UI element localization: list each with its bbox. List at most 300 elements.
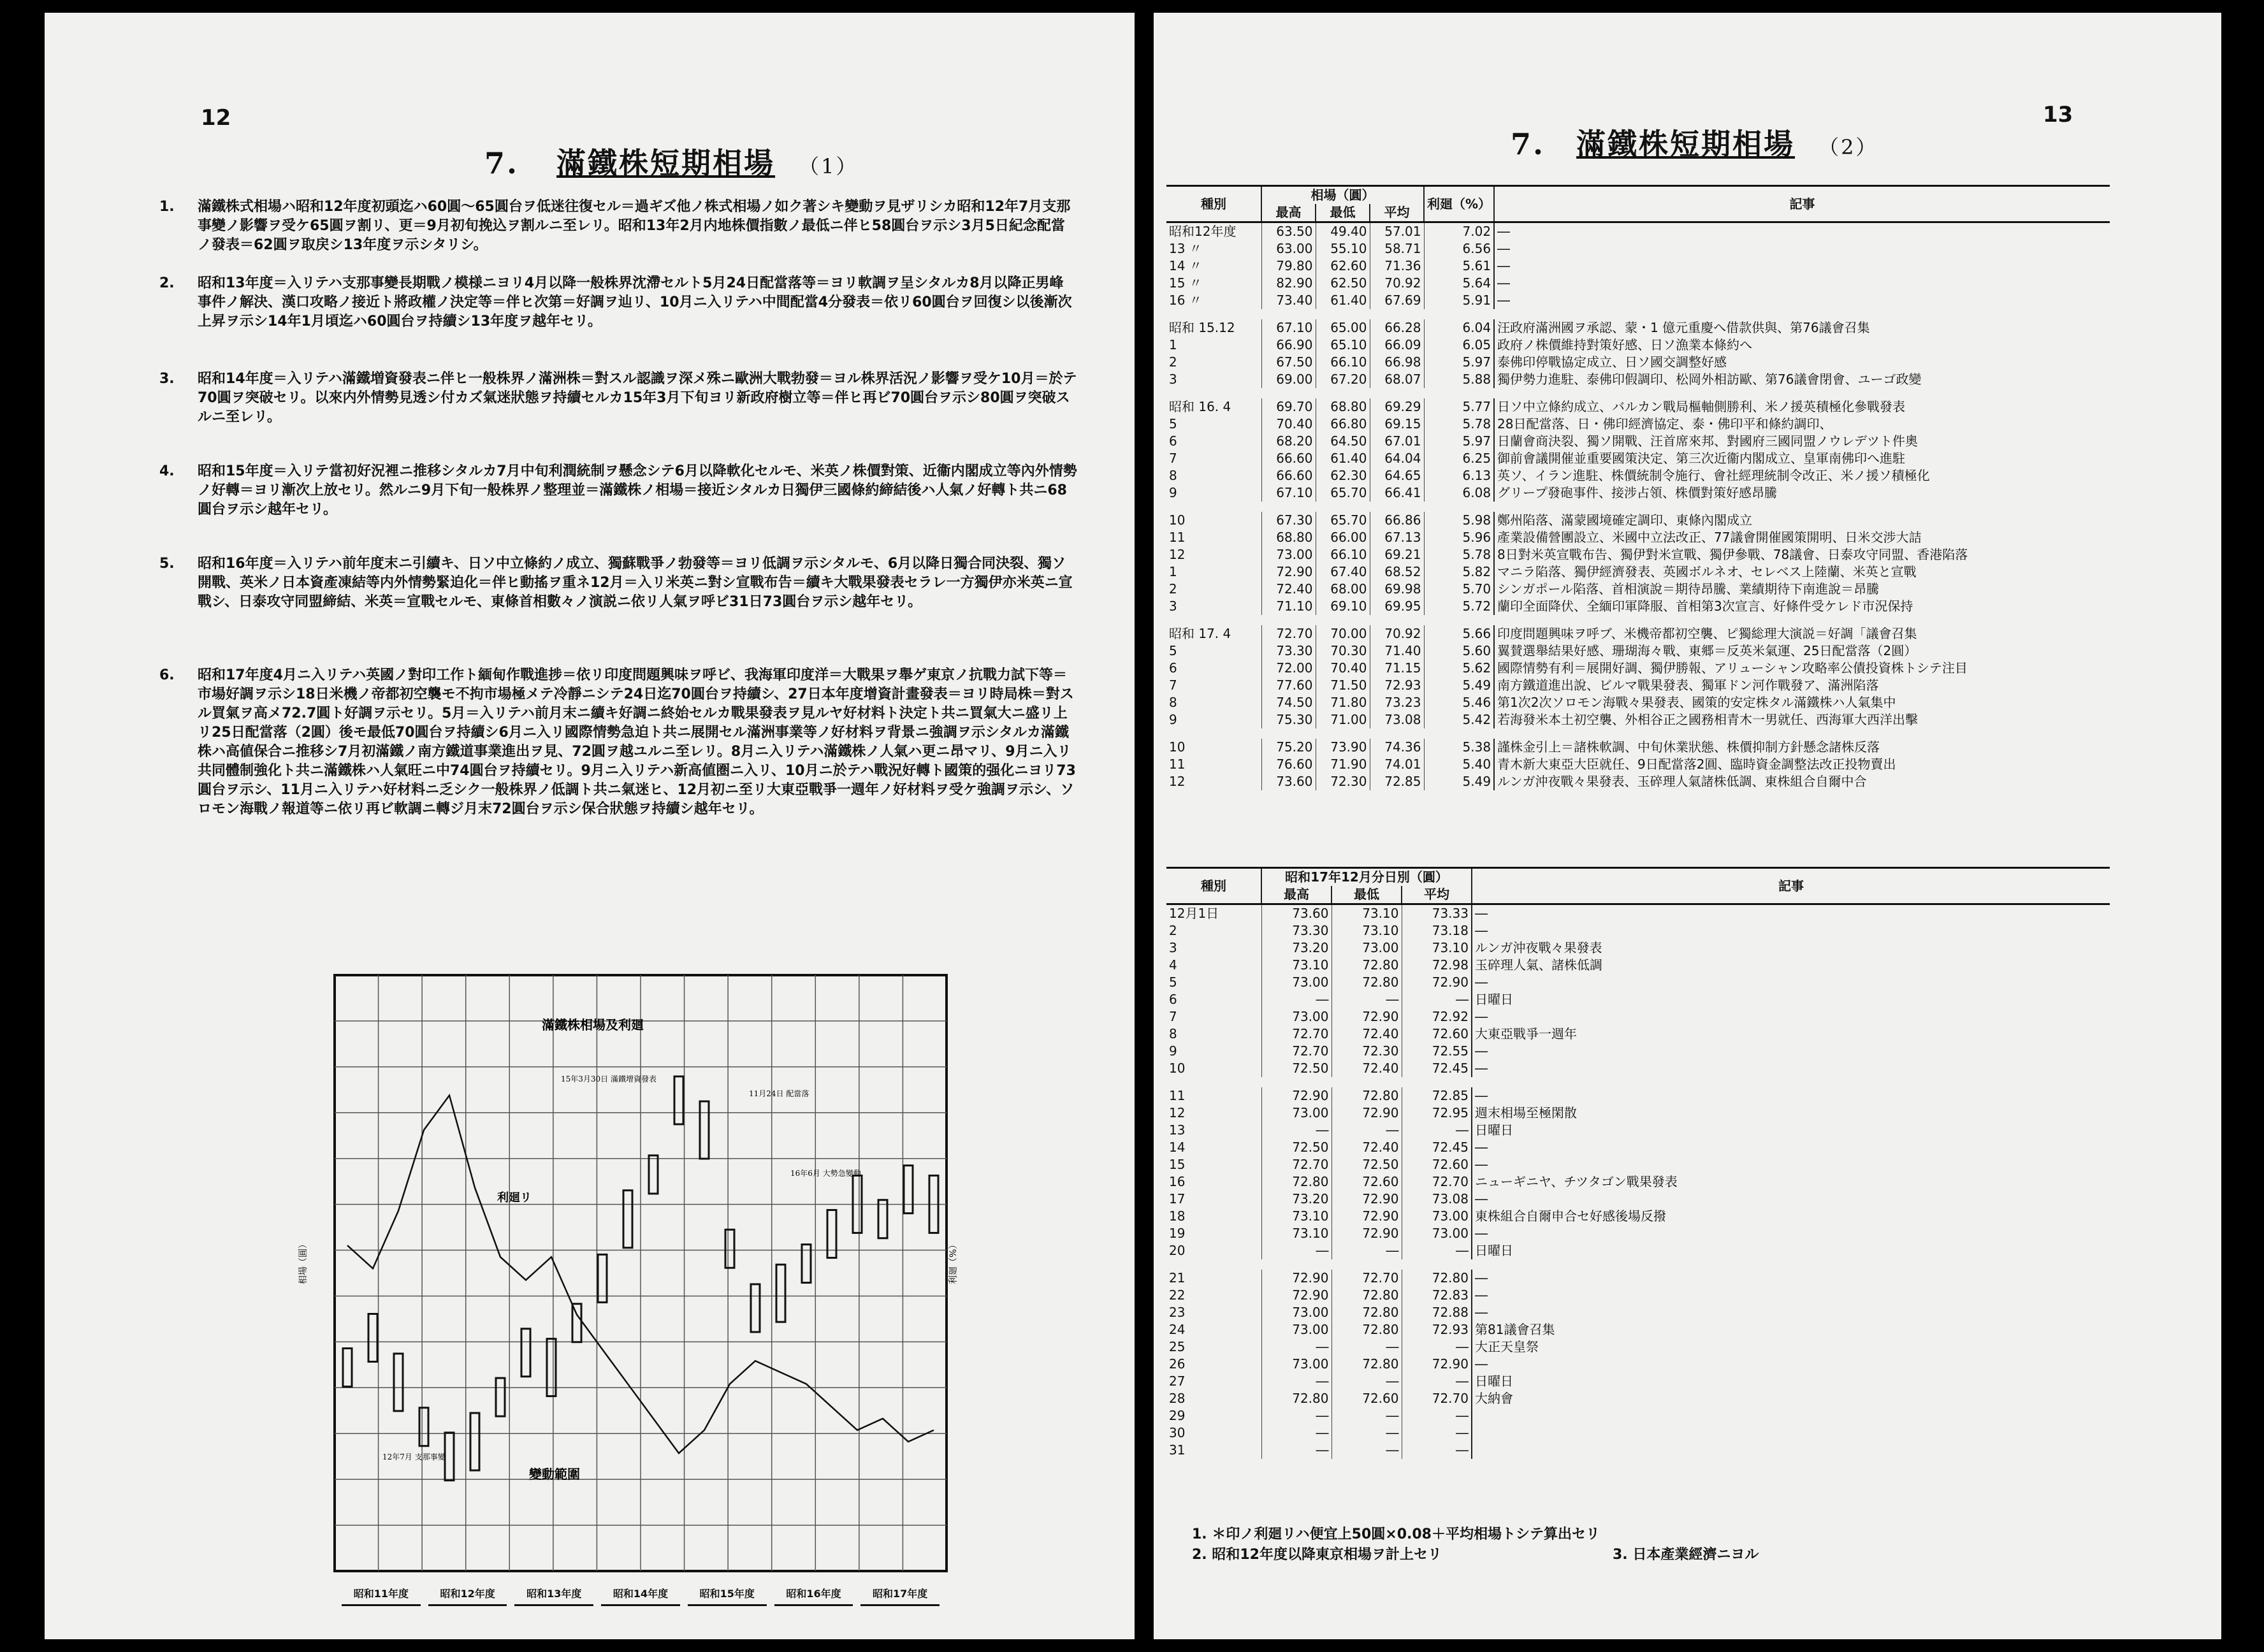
cell-kind: 25 [1169, 1339, 1186, 1354]
table-row [1166, 240, 2110, 257]
header-high: 最高 [1261, 886, 1332, 904]
price-yield-chart [287, 966, 962, 1616]
cell-note: 青木新大東亞大臣就任、9日配當落2圓、臨時資金調整法改正投物賣出 [1494, 756, 2110, 773]
table-row [1166, 275, 2110, 292]
cell-kind: 11 [1169, 757, 1186, 772]
cell-low: 71.50 [1316, 677, 1370, 694]
spacer-cell [1166, 1077, 2110, 1087]
cell-low: 72.40 [1332, 1139, 1402, 1156]
cell-kind: 1 [1169, 564, 1177, 579]
title-text: 滿鐵株短期相場 [1576, 127, 1796, 161]
table-row [1166, 1270, 2110, 1287]
cell-note: 印度問題興味ヲ呼ブ、米機帝都初空襲、ピ獨総理大演説＝好調「議會召集 [1494, 625, 2110, 642]
cell-note: ― [1472, 1191, 2110, 1208]
cell-avg: 70.92 [1370, 275, 1424, 292]
annotation-increase: 15年3月30日 滿鐵增資發表 [561, 1075, 657, 1083]
table-row [1166, 773, 2110, 790]
cell-low: 73.10 [1332, 904, 1402, 923]
cell-note [1472, 1442, 2110, 1459]
cell-kind: 昭和 15.12 [1169, 320, 1235, 335]
table-row [1166, 433, 2110, 450]
cell-yield: 5.88 [1424, 371, 1494, 388]
chart-title: 滿鐵株相場及利廻 [542, 1017, 644, 1032]
table-row [1166, 991, 2110, 1008]
paragraph-number: 3. [159, 371, 175, 387]
table-row [1166, 529, 2110, 546]
row-spacer [1166, 1259, 2110, 1270]
cell-avg: 69.29 [1370, 398, 1424, 416]
cell-note: マニラ陷落、獨伊經濟發表、英國ボルネオ、セレベス上陸蘭、米英と宣戰 [1494, 563, 2110, 581]
cell-avg: ― [1402, 1242, 1472, 1259]
cell-low: 49.40 [1316, 222, 1370, 241]
cell-high: 73.00 [1261, 1304, 1332, 1321]
cell-low: ― [1332, 991, 1402, 1008]
cell-avg: 73.00 [1402, 1208, 1472, 1225]
cell-note: 大納會 [1472, 1390, 2110, 1407]
paragraph-number: 1. [159, 199, 175, 215]
table-row [1166, 1139, 2110, 1156]
cell-note: 8日對米英宣戰布告、獨伊對米宣戰、獨伊參戰、78議會、日泰攻守同盟、香港陷落 [1494, 546, 2110, 563]
cell-kind: 7 [1169, 1009, 1177, 1024]
paragraph-text: 昭和17年度4月ニ入リテハ英國ノ對印工作ト緬甸作戰進捗＝依リ印度問題興味ヲ呼ビ、我海軍印度洋＝大戰果ヲ舉ゲ東京ノ抗戰力試下等＝市場好調ヲ示シ18日米機ノ帝都初空襲モ不拘市場極メテ冷靜ニシテ24日迄70圓台ヲ持續シ、27日本年度增資計畫發表＝ヨリ時局株＝對スル買氣ヲ高メ72.7圓ト好調ヲ示セリ。5月＝入リテハ前月末ニ續キ好調ニ終始セルカ戰果發表ヲ見ルヤ好材料ト決定ト共ニ買氣大ニ盛リ上リ25日配當落（2圓）後モ最低70圓台ヲ持續シ6月ニ入リ國際情勢急迫ト共ニ展開セル滿洲事業等ノ好材料ヲ背景ニ強調ヲ示シタルカ滿鐵株ハ高値保合ニ推移シ7月初滿鐵ノ南方鐵道事業進出ヲ見、72圓ヲ越ユルニ至レリ。8月ニ入リテハ滿鐵株ノ人氣ハ更ニ昂マリ、9月ニ入リ共同體制強化ト共ニ滿鐵株ハ人氣旺ニ中74圓台ヲ持續セリ。9月ニ入リテハ新高値圏ニ入リ、10月ニ於テハ戰況好轉ト國策的强化ニヨリ73圓台ヲ示シ、11月ニ入リテハ好材料ニ乏シク一般株界ノ低調ト共ニ氣迷ヒ、12月初ニ至リ大東亞戰爭一週年ノ好材料ヲ受ケ強調ヲ示シ、ソロモン海戰ノ報道等ニ依リ再ビ軟調ニ轉ジ月末72圓台ヲ示シ保合狀態ヲ持續シ越年セリ。 [198, 667, 1076, 817]
daily-price-rows [1166, 904, 2110, 1460]
cell-avg: 67.01 [1370, 433, 1424, 450]
annotation-incident: 12年7月 支那事變 [382, 1453, 446, 1461]
cell-avg: 73.08 [1402, 1191, 1472, 1208]
row-spacer [1166, 1077, 2110, 1087]
era-label: 昭和15年度 [688, 1581, 767, 1606]
cell-kind: 17 [1169, 1191, 1186, 1206]
cell-note: 英ソ、イラン進駐、株價統制令施行、會社經理統制令改正、米ノ援ソ積極化 [1494, 467, 2110, 484]
header-yield: 利廻（%） [1424, 186, 1494, 222]
table-row [1166, 660, 2110, 677]
cell-low: 72.90 [1332, 1105, 1402, 1122]
cell-note: ― [1472, 974, 2110, 991]
price-range-bar [419, 1408, 428, 1446]
page-number-left: 12 [201, 105, 231, 131]
cell-kind: 16 〃 [1169, 293, 1202, 308]
cell-high: ― [1261, 1373, 1332, 1390]
table-row [1166, 546, 2110, 563]
cell-avg: 72.92 [1402, 1008, 1472, 1025]
cell-high: ― [1261, 1424, 1332, 1442]
header-period: 昭和17年12月分日別（圓） [1261, 868, 1472, 887]
cell-high: 73.30 [1261, 922, 1332, 939]
cell-high: 73.40 [1261, 292, 1316, 309]
cell-avg: 73.18 [1402, 922, 1472, 939]
cell-high: 77.60 [1261, 677, 1316, 694]
cell-avg: 73.23 [1370, 694, 1424, 711]
cell-low: 66.10 [1316, 546, 1370, 563]
cell-yield: 6.04 [1424, 319, 1494, 337]
era-label: 昭和12年度 [428, 1581, 507, 1606]
cell-high: 66.60 [1261, 467, 1316, 484]
cell-note: 第1次2次ソロモン海戰々果發表、國策的安定株タル滿鐵株ハ人氣集中 [1494, 694, 2110, 711]
cell-note: 大正天皇祭 [1472, 1338, 2110, 1356]
cell-low: ― [1332, 1407, 1402, 1424]
cell-low: 62.60 [1316, 257, 1370, 275]
axis-right-label: 利廻（%） [948, 1240, 959, 1284]
cell-avg: ― [1402, 1122, 1472, 1139]
cell-high: ― [1261, 1338, 1332, 1356]
cell-note: 28日配當落、日・佛印經濟協定、泰・佛印平和條約調印、 [1494, 416, 2110, 433]
paragraph-number: 2. [159, 275, 175, 291]
cell-low: 71.90 [1316, 756, 1370, 773]
cell-high: 72.90 [1261, 563, 1316, 581]
cell-note: 產業設備營團設立、米國中立法改正、77議會開催國策開明、日米交涉大詰 [1494, 529, 2110, 546]
cell-yield: 5.49 [1424, 773, 1494, 790]
cell-kind: 2 [1169, 354, 1177, 370]
cell-yield: 5.77 [1424, 398, 1494, 416]
cell-kind: 5 [1169, 975, 1177, 990]
paragraph-text: 昭和16年度＝入リテハ前年度末ニ引續キ、日ソ中立條約ノ成立、獨蘇戰爭ノ勃發等＝ヨリ低調ヲ示シタルモ、6月以降日獨合同決裂、獨ソ開戰、英米ノ日本資產凍結等内外情勢緊迫化＝伴ヒ動搖ヲ重ネ12月＝入リ米英ニ對シ宣戰布告＝續キ大戰果發表セラレ一方獨伊亦米英ニ宣戰シ、日泰攻守同盟締結、米英＝宣戰セルモ、東條首相數々ノ演説ニ依リ人氣ヲ呼ビ31日73圓台ヲ示シ越年セリ。 [198, 556, 1073, 610]
row-spacer [1166, 502, 2110, 512]
table-row [1166, 1321, 2110, 1338]
cell-kind: 27 [1169, 1373, 1186, 1389]
cell-low: 70.30 [1316, 642, 1370, 660]
monthly-price-rows [1166, 222, 2110, 791]
left-page [45, 13, 1135, 1639]
cell-note: ― [1494, 240, 2110, 257]
cell-avg: 73.08 [1370, 711, 1424, 728]
cell-high: 72.50 [1261, 1060, 1332, 1077]
price-range-bar [904, 1166, 913, 1214]
price-range-bar [700, 1101, 709, 1159]
cell-avg: 70.92 [1370, 625, 1424, 642]
cell-high: 66.60 [1261, 450, 1316, 467]
cell-yield: 5.66 [1424, 625, 1494, 642]
cell-kind: 8 [1169, 1026, 1177, 1041]
table-row [1166, 1373, 2110, 1390]
title-sub: （2） [1818, 135, 1878, 159]
cell-high: 75.30 [1261, 711, 1316, 728]
cell-avg: 71.15 [1370, 660, 1424, 677]
cell-kind: 19 [1169, 1226, 1186, 1241]
cell-kind: 1 [1169, 337, 1177, 352]
cell-low: ― [1332, 1373, 1402, 1390]
cell-avg: 71.40 [1370, 642, 1424, 660]
cell-avg: 73.33 [1402, 904, 1472, 923]
paragraph-number: 6. [159, 667, 175, 683]
table-row [1166, 1008, 2110, 1025]
paragraph-4 [159, 462, 1077, 519]
cell-high: ― [1261, 1242, 1332, 1259]
cell-kind: 26 [1169, 1356, 1186, 1372]
title-text: 滿鐵株短期相場 [556, 146, 776, 180]
cell-low: 61.40 [1316, 450, 1370, 467]
cell-avg: ― [1402, 1424, 1472, 1442]
cell-yield: 5.98 [1424, 512, 1494, 529]
cell-kind: 16 [1169, 1174, 1186, 1189]
cell-note: ― [1472, 904, 2110, 923]
spacer-cell [1166, 615, 2110, 625]
cell-note: 翼賛選舉結果好感、珊瑚海々戰、東郷＝反英米氣運、25日配當落（2圓） [1494, 642, 2110, 660]
spacer-cell [1166, 1259, 2110, 1270]
cell-note: 日曜日 [1472, 1242, 2110, 1259]
table-row [1166, 319, 2110, 337]
cell-low: 68.00 [1316, 581, 1370, 598]
paragraph-3 [159, 370, 1077, 427]
cell-avg: ― [1402, 1407, 1472, 1424]
cell-avg: 74.01 [1370, 756, 1424, 773]
cell-kind: 31 [1169, 1442, 1186, 1458]
cell-note: シンガポール陷落、首相演說＝期待昂騰、業績期待下南進說＝昂騰 [1494, 581, 2110, 598]
cell-high: 72.80 [1261, 1390, 1332, 1407]
paragraph-5 [159, 554, 1077, 612]
era-label: 昭和13年度 [514, 1581, 593, 1606]
paragraph-2 [159, 274, 1077, 331]
cell-low: 65.00 [1316, 319, 1370, 337]
cell-yield: 5.72 [1424, 598, 1494, 615]
cell-high: 72.90 [1261, 1270, 1332, 1287]
table-row [1166, 1173, 2110, 1191]
paragraph-number: 4. [159, 463, 175, 479]
cell-yield: 5.38 [1424, 739, 1494, 756]
price-range-bar [343, 1349, 352, 1387]
spacer-cell [1166, 388, 2110, 398]
cell-low: 72.80 [1332, 1356, 1402, 1373]
cell-note: ― [1472, 1087, 2110, 1105]
cell-kind: 3 [1169, 598, 1177, 614]
cell-kind: 14 [1169, 1140, 1186, 1155]
cell-high: 73.60 [1261, 904, 1332, 923]
price-range-bar [394, 1354, 403, 1411]
cell-low: 72.80 [1332, 1304, 1402, 1321]
cell-low: 72.40 [1332, 1025, 1402, 1043]
price-range-bar [649, 1156, 658, 1194]
page-number-right: 13 [2043, 102, 2073, 127]
price-range-bar [776, 1264, 785, 1322]
table-row [1166, 598, 2110, 615]
table-row [1166, 1156, 2110, 1173]
cell-low: 72.50 [1332, 1156, 1402, 1173]
cell-avg: 67.13 [1370, 529, 1424, 546]
cell-avg: 72.85 [1402, 1087, 1472, 1105]
cell-avg: 69.98 [1370, 581, 1424, 598]
cell-low: 67.20 [1316, 371, 1370, 388]
cell-avg: 72.85 [1370, 773, 1424, 790]
table-row [1166, 1122, 2110, 1139]
cell-low: 72.80 [1332, 957, 1402, 974]
cell-avg: 73.00 [1402, 1225, 1472, 1242]
price-range-bar [674, 1076, 683, 1124]
cell-high: 71.10 [1261, 598, 1316, 615]
table-row [1166, 711, 2110, 728]
cell-avg: 64.65 [1370, 467, 1424, 484]
cell-low: 72.90 [1332, 1008, 1402, 1025]
cell-note: 日蘭會商決裂、獨ソ開戰、汪首席來邦、對國府三國同盟ノウレデツト件奧 [1494, 433, 2110, 450]
cell-note: 泰佛印停戰協定成立、日ソ國交調整好感 [1494, 354, 2110, 371]
cell-note: ― [1472, 1139, 2110, 1156]
cell-low: 65.70 [1316, 512, 1370, 529]
cell-avg: 68.52 [1370, 563, 1424, 581]
cell-high: 72.70 [1261, 1043, 1332, 1060]
cell-note: 若海發米本土初空襲、外相谷正之國務相青木一男就任、西海軍大西洋出擊 [1494, 711, 2110, 728]
cell-yield: 5.49 [1424, 677, 1494, 694]
cell-kind: 18 [1169, 1208, 1186, 1224]
cell-yield: 5.96 [1424, 529, 1494, 546]
cell-low: ― [1332, 1442, 1402, 1459]
cell-note: ニューギニヤ、チツタゴン戰果發表 [1472, 1173, 2110, 1191]
header-note: 記事 [1472, 868, 2110, 904]
page-title-right [1511, 121, 1878, 163]
cell-yield: 7.02 [1424, 222, 1494, 241]
header-note: 記事 [1494, 186, 2110, 222]
price-range-bar [496, 1378, 505, 1416]
cell-low: 72.80 [1332, 974, 1402, 991]
cell-kind: 24 [1169, 1322, 1186, 1337]
table-row [1166, 957, 2110, 974]
cell-high: 67.10 [1261, 319, 1316, 337]
cell-yield: 6.05 [1424, 337, 1494, 354]
cell-kind: 15 [1169, 1157, 1186, 1172]
table-row [1166, 1304, 2110, 1321]
cell-avg: 71.36 [1370, 257, 1424, 275]
title-number: 7. [1511, 127, 1546, 161]
cell-high: 72.70 [1261, 625, 1316, 642]
cell-high: 74.50 [1261, 694, 1316, 711]
cell-avg: 66.98 [1370, 354, 1424, 371]
cell-high: 73.00 [1261, 546, 1316, 563]
cell-avg: 72.55 [1402, 1043, 1472, 1060]
price-range-bar [470, 1413, 479, 1470]
paragraph-text: 滿鐵株式相場ハ昭和12年度初頭迄ハ60圓～65圓台ヲ低迷往復セル＝過ギズ他ノ株式相場ノ如ク著シキ變動ヲ見ザリシカ昭和12年7月支那事變ノ影響ヲ受ケ65圓ヲ割リ、更＝9月初旬挽込ヲ割ルニ至レリ。昭和13年2月内地株價指數ノ最低ニ伴ヒ58圓台ヲ示シ3月5日紀念配當ノ發表＝62圓ヲ取戻シ13年度ヲ示シタリシ。 [198, 199, 1071, 253]
cell-note: 南方鐵道進出說、ビルマ戰果發表、獨軍ドン河作戰發ア、滿洲陷落 [1494, 677, 2110, 694]
cell-high: 67.10 [1261, 484, 1316, 502]
cell-high: 72.00 [1261, 660, 1316, 677]
cell-yield: 5.97 [1424, 433, 1494, 450]
cell-low: 62.50 [1316, 275, 1370, 292]
table-row [1166, 450, 2110, 467]
row-spacer [1166, 388, 2110, 398]
cell-kind: 昭和 17. 4 [1169, 626, 1231, 641]
cell-high: 73.10 [1261, 1225, 1332, 1242]
cell-note: 汪政府滿洲國ヲ承認、蒙・1 億元重慶へ借款供與、第76議會召集 [1494, 319, 2110, 337]
cell-kind: 10 [1169, 739, 1186, 755]
cell-high: 76.60 [1261, 756, 1316, 773]
price-range-bar [368, 1314, 377, 1362]
cell-avg: 68.07 [1370, 371, 1424, 388]
cell-yield: 6.13 [1424, 467, 1494, 484]
paragraph-6 [159, 666, 1077, 819]
cell-high: 68.20 [1261, 433, 1316, 450]
table-row [1166, 1105, 2110, 1122]
cell-low: 66.80 [1316, 416, 1370, 433]
footnote-1: 1. ＊印ノ利廻リハ便宜上50圓×0.08＋平均相場トシテ算出セリ [1192, 1526, 1600, 1542]
cell-note: 玉碎理人氣、諸株低調 [1472, 957, 2110, 974]
cell-note: ― [1472, 1008, 2110, 1025]
cell-high: 79.80 [1261, 257, 1316, 275]
cell-avg: 66.41 [1370, 484, 1424, 502]
table-row [1166, 1390, 2110, 1407]
cell-low: 71.00 [1316, 711, 1370, 728]
cell-high: 73.00 [1261, 1008, 1332, 1025]
table-row [1166, 354, 2110, 371]
cell-high: 69.70 [1261, 398, 1316, 416]
cell-avg: 72.45 [1402, 1139, 1472, 1156]
table-row [1166, 257, 2110, 275]
cell-high: 66.90 [1261, 337, 1316, 354]
cell-low: 72.90 [1332, 1225, 1402, 1242]
cell-note: グリープ發砲事件、接涉占領、株價對策好感昂騰 [1494, 484, 2110, 502]
cell-kind: 昭和 16. 4 [1169, 399, 1231, 414]
cell-high: 63.00 [1261, 240, 1316, 257]
cell-low: 72.30 [1316, 773, 1370, 790]
cell-yield: 5.40 [1424, 756, 1494, 773]
cell-kind: 9 [1169, 1043, 1177, 1059]
cell-note: 蘭印全面降伏、全緬印軍降服、首相第3次宣言、好條件受ケレド市況保持 [1494, 598, 2110, 615]
cell-low: 69.10 [1316, 598, 1370, 615]
footnote-3: 3. 日本產業經濟ニヨル [1613, 1547, 1759, 1563]
cell-kind: 6 [1169, 992, 1177, 1007]
table-row [1166, 922, 2110, 939]
cell-kind: 昭和12年度 [1169, 224, 1237, 239]
cell-kind: 23 [1169, 1305, 1186, 1320]
cell-avg: 72.60 [1402, 1025, 1472, 1043]
cell-low: ― [1332, 1242, 1402, 1259]
cell-note: ― [1494, 292, 2110, 309]
table-row [1166, 1025, 2110, 1043]
cell-yield: 6.08 [1424, 484, 1494, 502]
table-row [1166, 1287, 2110, 1304]
cell-low: 71.80 [1316, 694, 1370, 711]
cell-kind: 8 [1169, 695, 1177, 710]
header-kind: 種別 [1201, 878, 1226, 894]
cell-high: 73.00 [1261, 1321, 1332, 1338]
cell-note: ルンガ沖夜戰々果發表、玉碎理人氣諸株低調、東株組合自爾中合 [1494, 773, 2110, 790]
cell-low: 66.00 [1316, 529, 1370, 546]
cell-avg: 72.88 [1402, 1304, 1472, 1321]
cell-note: ルンガ沖夜戰々果發表 [1472, 939, 2110, 957]
cell-yield: 5.42 [1424, 711, 1494, 728]
cell-note: ― [1494, 222, 2110, 241]
cell-high: 72.70 [1261, 1156, 1332, 1173]
paragraph-text: 昭和14年度＝入リテハ滿鐵増資發表ニ伴ヒ一般株界ノ滿洲株＝對スル認識ヲ深メ殊ニ歐洲大戰勃發＝ヨル株界活況ノ影響ヲ受ケ10月＝於テ70圓ヲ突破セリ。以來内外情勢見透シ付カズ氣迷狀態ヲ持續セルカ15年3月下旬ヨリ新政府樹立等＝伴ヒ再ビ70圓台ヲ示シ80圓ヲ突破スルニ至レリ。 [198, 371, 1077, 425]
cell-yield: 6.56 [1424, 240, 1494, 257]
cell-low: 61.40 [1316, 292, 1370, 309]
cell-low: 72.30 [1332, 1043, 1402, 1060]
cell-kind: 28 [1169, 1391, 1186, 1406]
cell-low: 62.30 [1316, 467, 1370, 484]
table-row [1166, 563, 2110, 581]
table-row [1166, 337, 2110, 354]
cell-avg: 72.45 [1402, 1060, 1472, 1077]
cell-high: 68.80 [1261, 529, 1316, 546]
cell-low: 72.60 [1332, 1390, 1402, 1407]
cell-note: ― [1472, 1225, 2110, 1242]
cell-kind: 29 [1169, 1408, 1186, 1423]
cell-low: 68.80 [1316, 398, 1370, 416]
cell-yield: 5.97 [1424, 354, 1494, 371]
cell-kind: 22 [1169, 1287, 1186, 1303]
table-row [1166, 939, 2110, 957]
header-avg: 平均 [1402, 886, 1472, 904]
table-row [1166, 512, 2110, 529]
cell-high: 72.40 [1261, 581, 1316, 598]
cell-avg: ― [1402, 1373, 1472, 1390]
cell-yield: 5.70 [1424, 581, 1494, 598]
cell-kind: 30 [1169, 1425, 1186, 1440]
cell-yield: 5.60 [1424, 642, 1494, 660]
cell-high: 72.70 [1261, 1025, 1332, 1043]
cell-kind: 4 [1169, 957, 1177, 973]
cell-avg: 73.10 [1402, 939, 1472, 957]
table-row [1166, 1338, 2110, 1356]
cell-high: ― [1261, 991, 1332, 1008]
table-row [1166, 974, 2110, 991]
cell-yield: 5.46 [1424, 694, 1494, 711]
price-range-bar [878, 1200, 887, 1238]
